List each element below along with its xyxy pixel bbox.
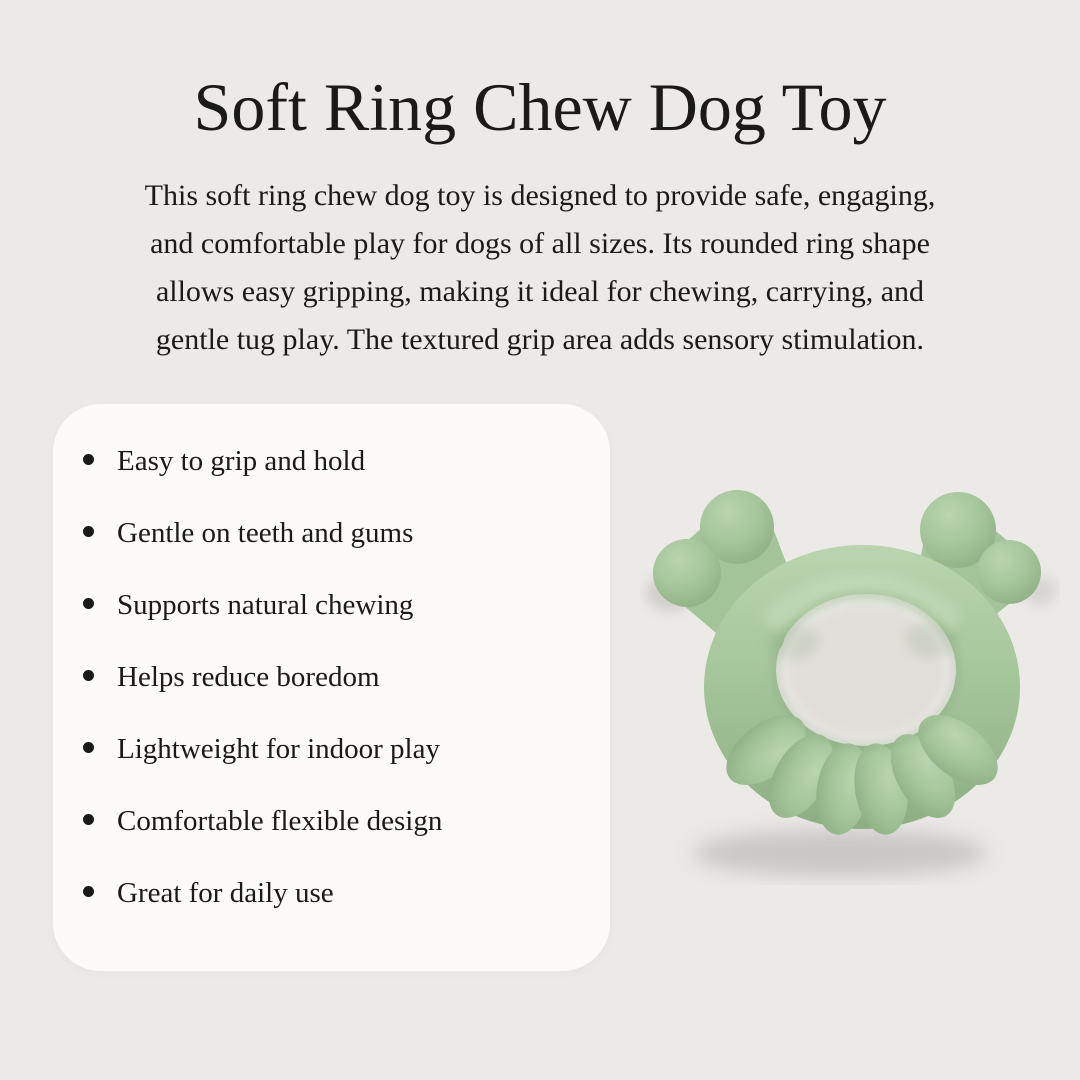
feature-item [83,518,580,548]
feature-label: Easy to grip and hold [117,444,366,477]
toy-ground-shadow [692,829,988,877]
description-line: and comfortable play for dogs of all sizes. Its rounded ring shape [150,227,930,260]
feature-label: Lightweight for indoor play [117,732,440,765]
feature-item [83,806,580,836]
feature-label: Helps reduce boredom [117,660,380,693]
description-line: This soft ring chew dog toy is designed to provide safe, engaging, [144,179,936,212]
feature-item [83,878,580,908]
feature-label: Great for daily use [117,876,334,909]
features-list [53,404,610,908]
feature-item [83,734,580,764]
feature-label: Gentle on teeth and gums [117,516,414,549]
feature-item [83,662,580,692]
features-card [53,404,610,971]
page-title: Soft Ring Chew Dog Toy [193,69,887,145]
knob-left-outer [653,539,721,607]
feature-item [83,590,580,620]
bullet-dot [83,742,94,753]
bullet-dot [83,598,94,609]
description-line: gentle tug play. The textured grip area adds sensory stimulation. [155,323,925,356]
feature-label: Comfortable flexible design [117,804,443,837]
description-line: allows easy gripping, making it ideal for chewing, carrying, and [155,275,925,308]
product-description [0,172,1080,364]
bullet-dot [83,814,94,825]
bullet-dot [83,454,94,465]
bullet-dot [83,526,94,537]
feature-label: Supports natural chewing [117,588,414,621]
bullet-dot [83,886,94,897]
bullet-dot [83,670,94,681]
knob-right-outer [977,540,1041,604]
product-image-ring-chew-toy-icon [640,465,1060,885]
feature-item [83,446,580,476]
